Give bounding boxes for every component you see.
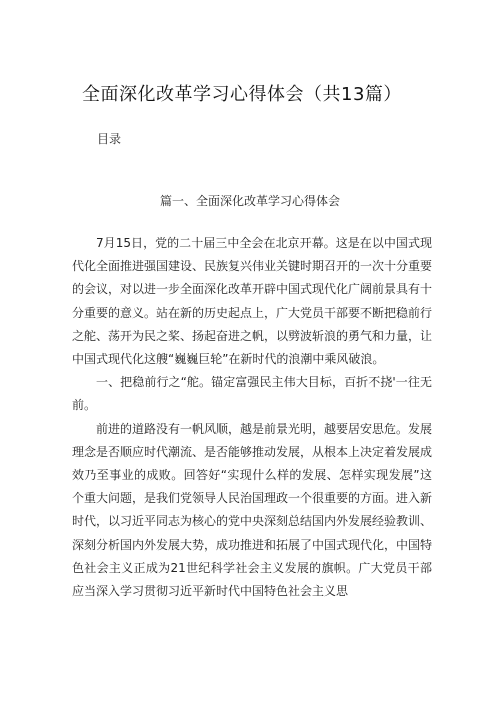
paragraph: 7月15日，党的二十届三中全会在北京开幕。这是在以中国式现代化全面推进强国建设、民族复兴伟业关键时期召开的一次十分重要的会议，对以进一步全面深化改革开辟中国式现代化广阔前景具有十分重要的意义。站在新的历史起点上，广大党员干部要不断把稳前行之舵、荡开为民之桨、扬起奋进之帆，以劈波斩浪的勇气和力量，让中国式现代化这艘“巍巍巨轮”在新时代的浪潮中乘风破浪。	[72, 236, 433, 367]
paragraph: 一、把稳前行之“舵。锚定富强民主伟大目标，百折不挠'一往无前。	[72, 375, 432, 413]
table-of-contents-label: 目录	[97, 132, 122, 146]
paragraph: 前进的道路没有一帆风顺，越是前景光明，越要居安思危。发展理念是否顺应时代潮流、是否能够推动发展，从根本上决定着发展成效乃至事业的成败。回答好“实现什么样的发展、怎样实现发展”这个重大问题，是我们党领导人民治国理政一个很重要的方面。进入新时代，以习近平同志为核心的党中央深刻总结国内外发展经验教训、深刻分析国内外发展大势，成功推进和拓展了中国式现代化，中国特色社会主义正成为21世纪科学社会主义发展的旗帜。广大党员干部应当深入学习贯彻习近平新时代中国特色社会主义思	[72, 421, 433, 599]
section-heading: 篇一、全面深化改革学习心得体会	[159, 194, 340, 208]
document-title: 全面深化改革学习心得体会（共13篇）	[82, 84, 402, 105]
body-text	[72, 232, 432, 603]
